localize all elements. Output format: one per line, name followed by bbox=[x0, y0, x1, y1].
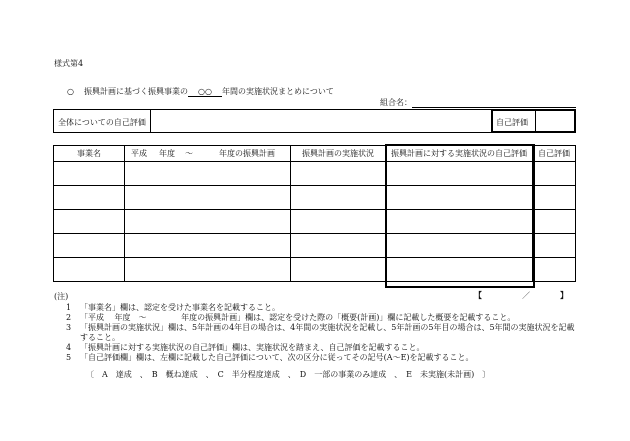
plan-era: 平成 bbox=[131, 149, 147, 158]
cell-plan[interactable] bbox=[125, 186, 291, 210]
table-row bbox=[54, 162, 576, 186]
table-row bbox=[54, 258, 576, 282]
plan-suffix: 年度の振興計画 bbox=[219, 149, 275, 158]
cell-project[interactable] bbox=[54, 162, 125, 186]
header-status: 振興計画の実施状況 bbox=[291, 146, 386, 162]
header-self-eval: 自己評価 bbox=[533, 146, 576, 162]
table-row bbox=[54, 234, 576, 258]
overall-evaluation-field[interactable] bbox=[150, 110, 490, 132]
form-number: 様式第4 bbox=[54, 59, 84, 68]
overall-evaluation-label: 全体についての自己評価 bbox=[58, 118, 146, 127]
cell-plan-self-eval[interactable] bbox=[386, 234, 533, 258]
union-name-field[interactable] bbox=[412, 98, 576, 108]
plan-year: 年度 bbox=[159, 149, 175, 158]
heading-prefix: 振興計画に基づく振興事業の bbox=[83, 87, 188, 96]
self-eval-label: 自己評価 bbox=[496, 118, 528, 127]
heading-suffix: 年間の実施状況まとめについて bbox=[221, 87, 334, 96]
cell-self-eval[interactable] bbox=[533, 162, 576, 186]
note-item: 1 「事業名」欄は、認定を受けた事業名を記載すること。 bbox=[66, 303, 280, 312]
fraction-close: 】 bbox=[560, 290, 568, 300]
cell-status[interactable] bbox=[291, 234, 386, 258]
cell-plan-self-eval[interactable] bbox=[386, 186, 533, 210]
plan-tilde: ～ bbox=[185, 149, 193, 158]
note-item: すること。 bbox=[80, 333, 120, 342]
cell-status[interactable] bbox=[291, 258, 386, 282]
union-name-label: 組合名： bbox=[380, 98, 412, 107]
cell-plan-self-eval[interactable] bbox=[386, 210, 533, 234]
cell-project[interactable] bbox=[54, 234, 125, 258]
header-plan-self-eval: 振興計画に対する実施状況の自己評価 bbox=[386, 146, 533, 162]
cell-self-eval[interactable] bbox=[533, 186, 576, 210]
cell-plan[interactable] bbox=[125, 210, 291, 234]
table-header-row bbox=[54, 146, 576, 162]
overall-evaluation-box bbox=[53, 109, 575, 133]
fraction-slash: ／ bbox=[522, 291, 530, 300]
cell-plan[interactable] bbox=[125, 258, 291, 282]
union-name-row bbox=[380, 97, 576, 108]
cell-plan-self-eval[interactable] bbox=[386, 258, 533, 282]
cell-project[interactable] bbox=[54, 258, 125, 282]
cell-project[interactable] bbox=[54, 210, 125, 234]
header-plan-period bbox=[125, 146, 291, 162]
cell-status[interactable] bbox=[291, 162, 386, 186]
note-item: 5 「自己評価欄」欄は、左欄に記載した自己評価について、次の区分に従ってその記号(A～E)を記載すること。 bbox=[66, 353, 474, 362]
header-project: 事業名 bbox=[54, 146, 125, 162]
cell-project[interactable] bbox=[54, 186, 125, 210]
cell-self-eval[interactable] bbox=[533, 210, 576, 234]
cell-status[interactable] bbox=[291, 210, 386, 234]
table-row bbox=[54, 186, 576, 210]
cell-status[interactable] bbox=[291, 186, 386, 210]
evaluation-legend: 〔 A 達成 、 B 概ね達成 、 C 半分程度達成 、 D 一部の事業のみ達成 、 E 未実施(未計画) 〕 bbox=[86, 370, 491, 379]
table-row bbox=[54, 210, 576, 234]
notes-label: (注) bbox=[54, 292, 69, 301]
heading-blank: ○○ bbox=[188, 87, 222, 97]
cell-plan[interactable] bbox=[125, 162, 291, 186]
bullet-icon: ○ bbox=[67, 87, 74, 96]
cell-plan-self-eval[interactable] bbox=[386, 162, 533, 186]
self-eval-box[interactable] bbox=[491, 109, 576, 133]
note-item: 4 「振興計画に対する実施状況の自己評価」欄は、実施状況を踏まえ、自己評価を記載すること。 bbox=[66, 343, 425, 352]
note-item: 2 「平成 年度 ～ 年度の振興計画」欄は、認定を受けた際の「概要(計画)」欄に記載した概要を記載すること。 bbox=[66, 313, 516, 322]
cell-plan[interactable] bbox=[125, 234, 291, 258]
form-heading bbox=[67, 86, 334, 97]
note-item: 3 「振興計画の実施状況」欄は、5年計画の4年目の場合は、4年間の実施状況を記載し、5年計画の5年目の場合は、5年間の実施状況を記載 bbox=[66, 323, 575, 332]
evaluation-table bbox=[53, 145, 576, 282]
fraction-open: 【 bbox=[474, 290, 482, 300]
cell-self-eval[interactable] bbox=[533, 234, 576, 258]
cell-self-eval[interactable] bbox=[533, 258, 576, 282]
